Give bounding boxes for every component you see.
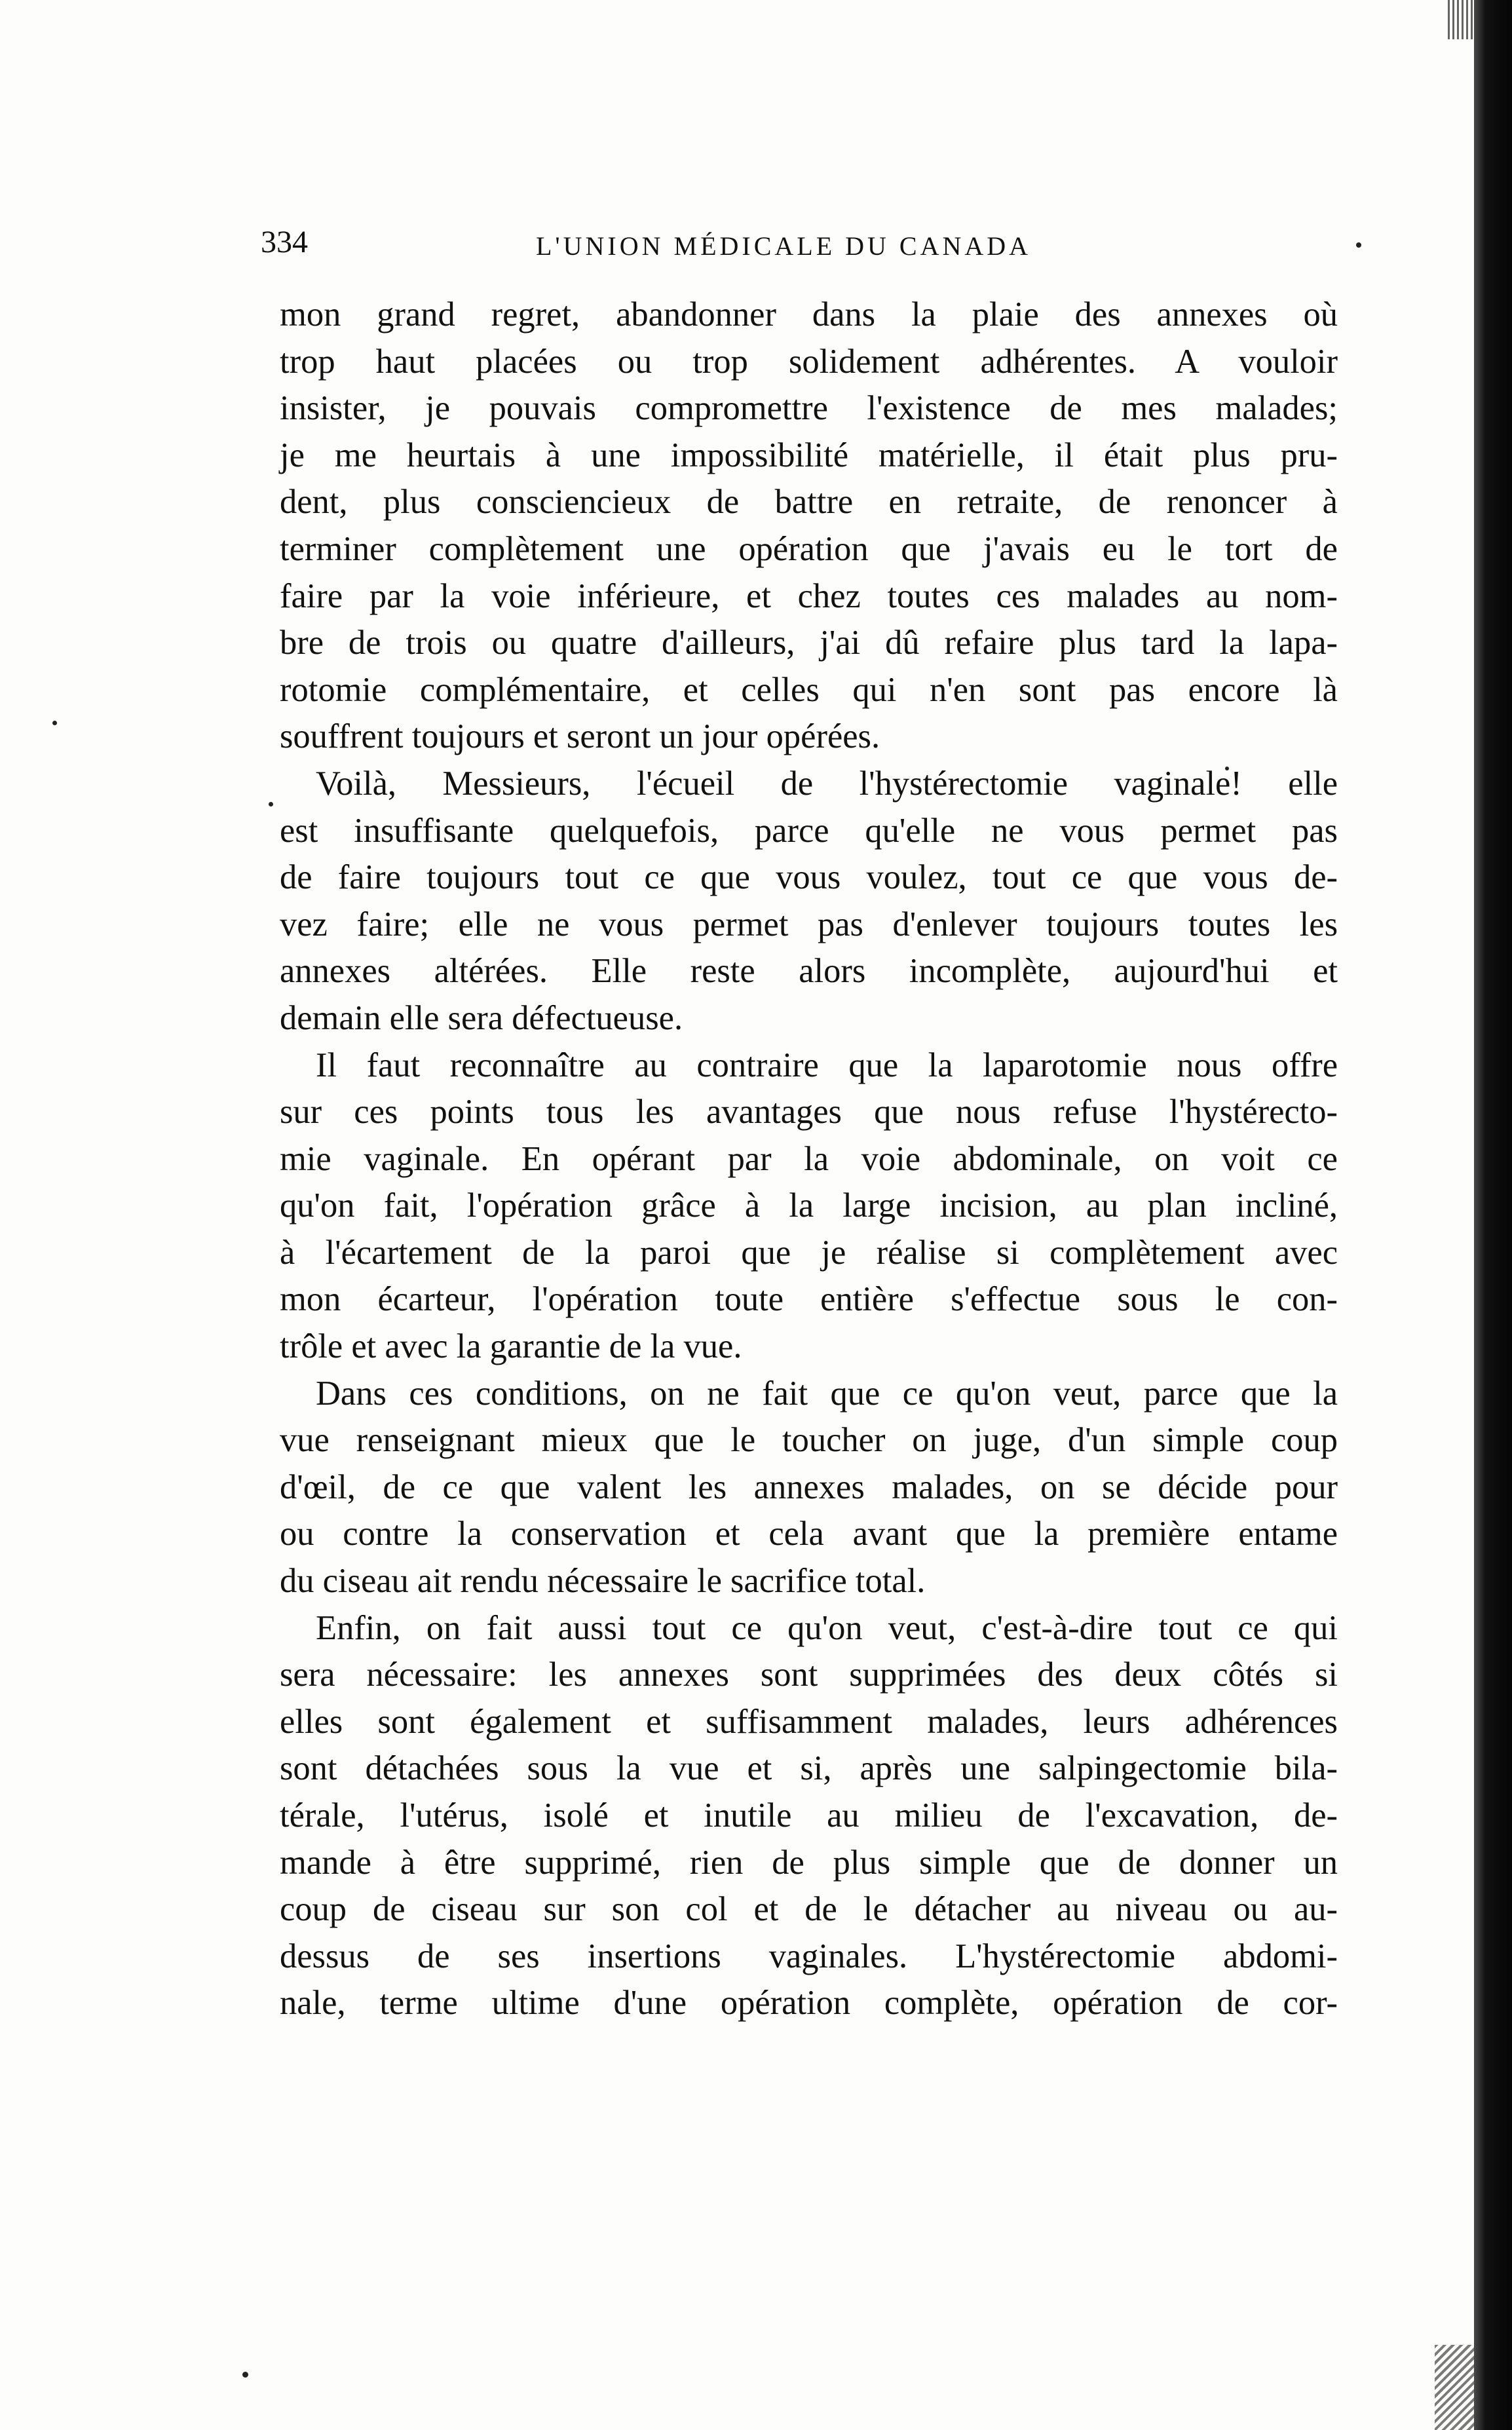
- journal-title: L'UNION MÉDICALE DU CANADA: [536, 231, 1032, 261]
- text-line: trôle et avec la garantie de la vue.: [280, 1327, 742, 1366]
- text-line: dessus de ses insertions vaginales. L'hystérectomie abdomi-: [280, 1937, 1338, 1975]
- scan-speck: [269, 802, 273, 807]
- text-line: sont détachées sous la vue et si, après une salpingectomie bila-: [280, 1749, 1338, 1788]
- text-line: vue renseignant mieux que le toucher on juge, d'un simple coup: [280, 1421, 1338, 1460]
- text-line: souffrent toujours et seront un jour opérées.: [280, 717, 880, 756]
- text-line: à l'écartement de la paroi que je réalise si complètement avec: [280, 1233, 1338, 1272]
- text-line: rotomie complémentaire, et celles qui n'en sont pas encore là: [280, 670, 1338, 709]
- text-line: d'œil, de ce que valent les annexes malades, on se décide pour: [280, 1468, 1338, 1506]
- text-line: trop haut placées ou trop solidement adhérentes. A vouloir: [280, 342, 1338, 381]
- text-line: de faire toujours tout ce que vous voulez, tout ce que vous de-: [280, 858, 1338, 897]
- text-line: demain elle sera défectueuse.: [280, 998, 683, 1037]
- scan-noise-bottom: [1435, 2345, 1474, 2430]
- body-text: [280, 292, 1338, 2027]
- text-line: terminer complètement une opération que j'avais eu le tort de: [280, 529, 1338, 568]
- running-head: [261, 216, 1374, 269]
- text-line: vez faire; elle ne vous permet pas d'enlever toujours toutes les: [280, 905, 1338, 943]
- text-line: annexes altérées. Elle reste alors incomplète, aujourd'hui et: [280, 952, 1338, 991]
- page-number: 334: [261, 225, 308, 259]
- text-line: sera nécessaire: les annexes sont supprimées des deux côtés si: [280, 1656, 1338, 1694]
- text-line: mon grand regret, abandonner dans la plaie des annexes où: [280, 295, 1338, 333]
- text-line: qu'on fait, l'opération grâce à la large incision, au plan incliné,: [280, 1187, 1338, 1225]
- text-line: je me heurtais à une impossibilité matérielle, il était plus pru-: [280, 436, 1338, 474]
- text-line: Enfin, on fait aussi tout ce qu'on veut, c'est-à-dire tout ce qui: [316, 1608, 1338, 1647]
- text-line: térale, l'utérus, isolé et inutile au milieu de l'excavation, de-: [280, 1796, 1338, 1834]
- scan-noise-top: [1448, 0, 1474, 39]
- text-line: mande à être supprimé, rien de plus simple que de donner un: [280, 1843, 1338, 1882]
- scan-speck: [242, 2372, 248, 2378]
- text-line: mie vaginale. En opérant par la voie abdominale, on voit ce: [280, 1139, 1338, 1178]
- text-line: insister, je pouvais compromettre l'existence de mes malades;: [280, 389, 1338, 428]
- text-line: coup de ciseau sur son col et de le détacher au niveau ou au-: [280, 1890, 1338, 1929]
- text-line: dent, plus consciencieux de battre en retraite, de renoncer à: [280, 483, 1338, 522]
- text-line: du ciseau ait rendu nécessaire le sacrifice total.: [280, 1562, 926, 1601]
- text-line: mon écarteur, l'opération toute entière s'effectue sous le con-: [280, 1280, 1338, 1319]
- text-line: sur ces points tous les avantages que nous refuse l'hystérecto-: [280, 1093, 1338, 1131]
- text-line: nale, terme ultime d'une opération complète, opération de cor-: [280, 1984, 1338, 2022]
- text-line: Voilà, Messieurs, l'écueil de l'hystérectomie vaginale! elle: [316, 764, 1338, 803]
- text-line: faire par la voie inférieure, et chez toutes ces malades au nom-: [280, 577, 1338, 615]
- text-line: Dans ces conditions, on ne fait que ce qu'on veut, parce que la: [316, 1374, 1338, 1413]
- text-line: Il faut reconnaître au contraire que la laparotomie nous offre: [316, 1046, 1338, 1084]
- page-binding-edge: [1474, 0, 1512, 2430]
- text-line: bre de trois ou quatre d'ailleurs, j'ai dû refaire plus tard la lapa-: [280, 624, 1338, 662]
- scan-speck: [52, 721, 57, 725]
- text-line: elles sont également et suffisamment malades, leurs adhérences: [280, 1702, 1338, 1741]
- text-line: est insuffisante quelquefois, parce qu'elle ne vous permet pas: [280, 811, 1338, 850]
- text-line: ou contre la conservation et cela avant que la première entame: [280, 1515, 1338, 1553]
